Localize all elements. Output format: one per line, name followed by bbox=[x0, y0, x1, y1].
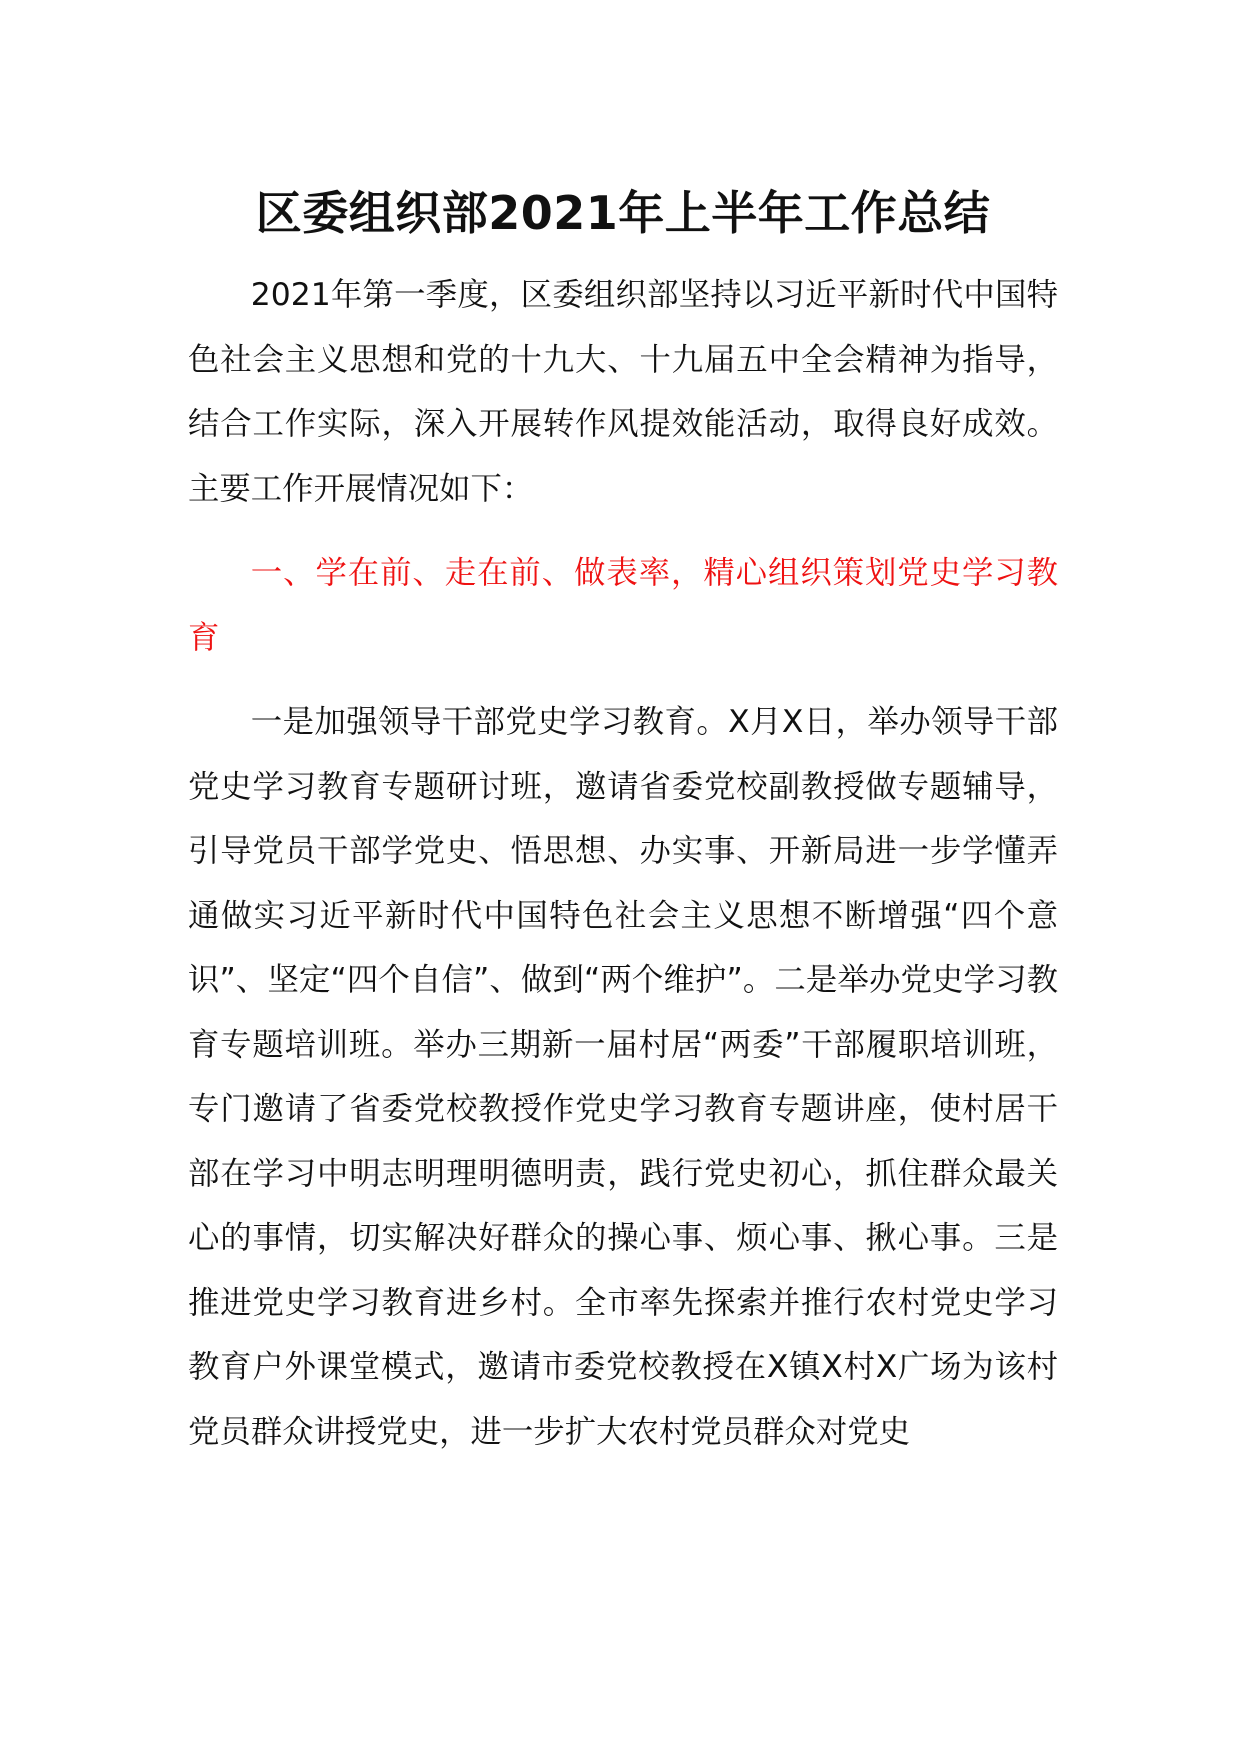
intro-paragraph: 2021年第一季度，区委组织部坚持以习近平新时代中国特色社会主义思想和党的十九大、十九届五中全会精神为指导，结合工作实际，深入开展转作风提效能活动，取得良好成效。主要工作开展情况如下： bbox=[188, 277, 1058, 507]
section-heading: 一、学在前、走在前、做表率，精心组织策划党史学习教育 bbox=[188, 555, 1058, 656]
document-body bbox=[188, 183, 1058, 1464]
section-body-paragraph: 一是加强领导干部党史学习教育。X月X日，举办领导干部党史学习教育专题研讨班，邀请省委党校副教授做专题辅导，引导党员干部学党史、悟思想、办实事、开新局进一步学懂弄通做实习近平新时代中国特色社会主义思想不断增强“四个意识”、坚定“四个自信”、做到“两个维护”。二是举办党史学习教育专题培训班。举办三期新一届村居“两委”干部履职培训班，专门邀请了省委党校教授作党史学习教育专题讲座，使村居干部在学习中明志明理明德明责，践行党史初心，抓住群众最关心的事情，切实解决好群众的操心事、烦心事、揪心事。三是推进党史学习教育进乡村。全市率先探索并推行农村党史学习教育户外课堂模式，邀请市委党校教授在X镇X村X广场为该村党员群众讲授党史，进一步扩大农村党员群众对党史 bbox=[188, 704, 1058, 1450]
document-title: 区委组织部2021年上半年工作总结 bbox=[255, 186, 991, 240]
